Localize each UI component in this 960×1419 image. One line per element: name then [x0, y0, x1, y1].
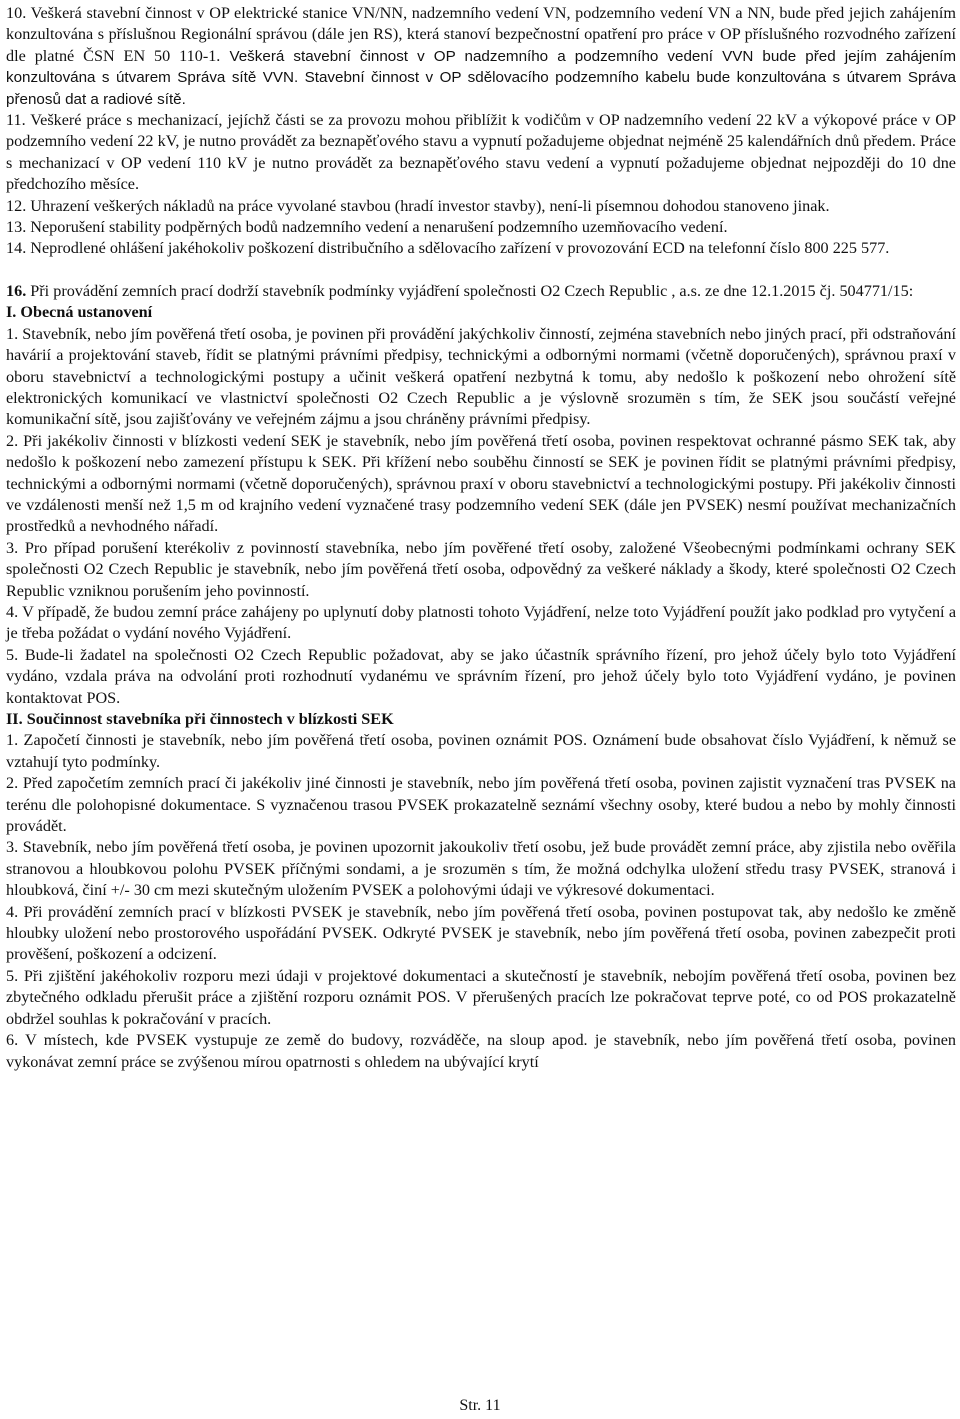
section-1-item: 4. V případě, že budou zemní práce zahájeny po uplynutí doby platnosti tohoto Vyjádření, nelze toto Vyjádření použít jako podklad pro vytyčení a je třeba požádat o vydání nového Vyjádření. — [6, 602, 956, 643]
section-2-item: 6. V místech, kde PVSEK vystupuje ze země do budovy, rozváděče, na sloup apod. je stavebník, nebo jím pověřená třetí osoba, povinen vykonávat zemní práce se zvýšenou mírou opatrnosti s ohledem na ubývající krytí — [6, 1031, 956, 1071]
paragraph-10-part-a: 10. Veškerá stavební činnost v OP elektrické stanice VN/NN, nadzemního vedení VN, podzemního vedení VN a NN, bude před jejich zahájením konzultována s příslušnou Regionální správou (dále jen RS), která stanoví bezpečnostní opatření pro práce v OP příslušného rozvodného zařízení dle platné ČSN EN 50 110-1. — [6, 4, 956, 65]
paragraph-16-number: 16. — [6, 281, 27, 300]
section-2-item: 3. Stavebník, nebo jím pověřená třetí osoba, je povinen upozornit jakoukoliv třetí osobu, jež bude provádět zemní práce, aby zjistila nebo ověřila stranovou a hloubkovou polohu PVSEK příčnými sondami, a je srozumën s tím, že možná odchylka uložení středu trasy PVSEK, stranová i hloubková, činí +/- 30 cm mezi skutečným uložením PVSEK a polohovými údaji ve výkresové dokumentaci. — [6, 838, 956, 900]
section-2-item: 5. Při zjištění jakéhokoliv rozporu mezi údaji v projektové dokumentaci a skutečností je stavebník, nebojím pověřená třetí osoba, povinen bez zbytečného odkladu přerušit práce a zjištění rozporu oznámit POS. V přerušených pracích lze pokračovat teprve poté, co od POS prokazatelně obdržel souhlas k pokračování v pracích. — [6, 966, 956, 1028]
section-2-item: 2. Před započetím zemních prací či jakékoliv jiné činnosti je stavebník, nebo jím pověřená třetí osoba, povinen zajistit vyznačení tras PVSEK na terénu dle polohopisné dokumentace. S vyznačenou trasou PVSEK prokazatelně seznámí všechny osoby, které budou a nebo by mohly činnosti provádět. — [6, 774, 956, 836]
paragraph-12: 12. Uhrazení veškerých nákladů na práce vyvolané stavbou (hradí investor stavby), není-li písemnou dohodou stanoveno jinak. — [6, 196, 830, 215]
section-1-item: 3. Pro případ porušení kterékoliv z povinností stavebníka, nebo jím pověřené třetí osoby, založené Všeobecnými podmínkami ochrany SEK společnosti O2 Czech Republic je stavebník, nebo jím pověřená třetí osoba, odpovědný za veškeré náklady a škody, které společnosti O2 Czech Republic vzniknou porušením jeho povinností. — [6, 538, 956, 600]
spacer — [6, 260, 956, 281]
paragraph-11: 11. Veškeré práce s mechanizací, jejíchž části se za provozu mohou přiblížit k vodičům v OP nadzemního vedení 22 kV a výkopové práce v OP podzemního vedení 22 kV, je nutno provádět za beznapěťového stavu a vypnutí požadujeme objednat nejméně 25 kalendářních dnů předem. Práce s mechanizací v OP vedení 110 kV je nutno provádět za beznapěťového stavu vedení a vypnutí požadujeme objednat nejpozději do 10 dne předchozího měsíce. — [6, 111, 956, 194]
paragraph-10-part-b: Veškerá stavební činnost v OP nadzemního a podzemního vedení VVN bude před jejím zahájením konzultována s útvarem Správa sítě VVN. Stavební činnost v OP sdělovacího podzemního kabelu bude konzultována s útvarem Správa přenosů dat a radiové sítě. — [6, 47, 956, 108]
section-2-item: 4. Při provádění zemních prací v blízkosti PVSEK je stavebník, nebo jím pověřená třetí osoba, povinen postupovat tak, aby nedošlo ke změně hloubky uložení nebo prostorového uspořádání PVSEK. Odkryté PVSEK je stavebník, nebo jím pověřená třetí osoba, povinen zabezpečit proti prověšení, poškození a odcizení. — [6, 902, 956, 964]
paragraph-16-text: Při provádění zemních prací dodrží stavebník podmínky vyjádření společnosti O2 Czech Republic , a.s. ze dne 12.1.2015 čj. 504771/15: — [26, 281, 914, 300]
section-1-item: 1. Stavebník, nebo jím pověřená třetí osoba, je povinen při provádění jakýchkoliv činností, zejména stavebních nebo jiných prací, při odstraňování havárií a projektování staveb, řídit se platnými právními předpisy, technickými a odbornými normami (včetně doporučených), správnou praxí v oboru stavebnictví a technologickými postupy a učinit veškerá opatření nezbytná k tomu, aby nedošlo k poškození nebo ohrožení sítě elektronických komunikací ve vlastnictví společnosti O2 Czech Republic a je výslovně srozumën s tím, že SEK jsou součástí veřejné komunikační sítě, jsou zajišťovány ve veřejném zájmu a jsou chráněny právními předpisy. — [6, 324, 956, 429]
section-2-item: 1. Započetí činnosti je stavebník, nebo jím pověřená třetí osoba, povinen oznámit POS. Oznámení bude obsahovat číslo Vyjádření, k němuž se vztahují tyto podmínky. — [6, 731, 956, 771]
section-1-item: 2. Při jakékoliv činnosti v blízkosti vedení SEK je stavebník, nebo jím pověřená třetí osoba, povinen respektovat ochranné pásmo SEK tak, aby nedošlo k poškození nebo zamezení přístupu k SEK. Při křížení nebo souběhu činností se SEK je povinen řídit se platnými právními předpisy, technickými a odbornými normami (včetně doporučených), správnou praxí v oboru stavebnictví a technologickými postupy. Při jakékoliv činnosti ve vzdálenosti menší než 1,5 m od krajního vedení vyznačené trasy podzemního vedení SEK (dále jen PVSEK) nesmí používat mechanizačních prostředků a nevhodného nářadí. — [6, 431, 956, 536]
paragraph-10 — [6, 3, 956, 110]
paragraph-16 — [6, 281, 956, 302]
page-number: Str. 11 — [459, 1397, 501, 1414]
paragraph-13: 13. Neporušení stability podpěrných bodů nadzemního vedení a nenarušení podzemního uzemňovacího vedení. — [6, 218, 728, 237]
section-1-item: 5. Bude-li žadatel na společnosti O2 Czech Republic požadovat, aby se jako účastník správního řízení, pro jehož účely bylo toto Vyjádření vydáno, vzdala práva na odvolání proti rozhodnutí vydanému ve správním řízení, pro jehož účely bylo toto Vyjádření vydáno, je povinen kontaktovat POS. — [6, 645, 956, 707]
section-1-heading: I. Obecná ustanovení — [6, 303, 153, 322]
paragraph-14: 14. Neprodlené ohlášení jakéhokoliv poškození distribučního a sdělovacího zařízení v provozování ECD na telefonní číslo 800 225 577. — [6, 239, 890, 258]
section-2-heading: II. Součinnost stavebníka při činnostech v blízkosti SEK — [6, 710, 394, 728]
